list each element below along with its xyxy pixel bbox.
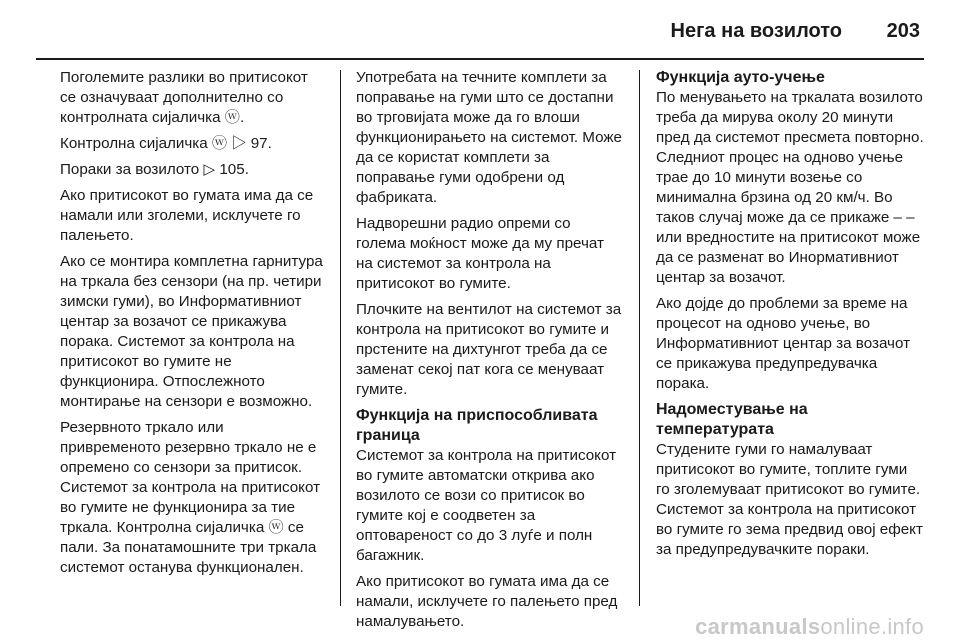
paragraph: По менувањето на тркалата возилото треба да мирува околу 20 минути пред да системот пресмета повторно. Следниот процес на одново учење трае до 10 минути возење со минимална брзина од 20 км/ч. Во таков случај може да се прикаже – – или вредностите на притисокот може да се разменат во Инормативниот центар за возачот. <box>656 89 924 286</box>
page-header <box>0 0 960 60</box>
section-heading: Надоместување на температурата <box>656 401 808 438</box>
header-rule <box>36 58 924 60</box>
paragraph: Поголемите разлики во притисокот се означуваат дополнително со контролната сијаличка ⓦ. <box>60 69 308 126</box>
paragraph: Ако се монтира комплетна гарнитура на тркала без сензори (на пр. четири зимски гуми), во Информативниот центар за возачот се прикажува порака. Системот за контрола на притисокот во гумите не функционира. Отпослежното монтирање на сензори е возможно. <box>60 253 323 410</box>
column-1 <box>60 68 328 584</box>
paragraph: Ако дојде до проблеми за време на процесот на одново учење, во Информативниот центар за возачот се прикажува предупредувачка порака. <box>656 295 911 392</box>
section-heading: Функција на приспособливата граница <box>356 407 598 444</box>
paragraph: Надворешни радио опреми со голема моќност може да му пречат на системот за контрола на притисокот во гумите. <box>356 215 604 292</box>
paragraph: Употребата на течните комплети за поправање на гуми што се достапни во трговијата може да го влоши функционирањето на системот. Може да се користат комплети за поправање гуми одобрени од фабриката. <box>356 69 623 206</box>
paragraph: Системот за контрола на притисокот во гумите автоматски открива ако возилото се вози со притисок во гумите кој е соодветен за оптовареност со до 3 луѓе и полн багажник. <box>356 447 617 564</box>
paragraph: Ако притисокот во гумата има да се намали, исклучете го палењето пред намалувањето. <box>356 573 618 630</box>
paragraph: Пораки за возилото ▷ 105. <box>60 161 249 178</box>
column-separator <box>340 70 341 606</box>
column-3 <box>656 68 924 566</box>
column-2 <box>356 68 624 638</box>
watermark: carmanualsonline.info <box>695 614 924 639</box>
paragraph: Контролна сијаличка ⓦ ▷ 97. <box>60 135 272 152</box>
section-title: Нега на возилото <box>670 20 842 42</box>
page-number: 203 <box>886 20 920 42</box>
paragraph: Ако притисокот во гумата има да се намали или зголеми, исклучете го палењето. <box>60 187 314 244</box>
section-heading: Функција ауто-учење <box>656 69 825 86</box>
paragraph: Плочките на вентилот на системот за контрола на притисокот во гумите и прстените на дихтунгот треба да се заменат секој пат кога се менуваат гумите. <box>356 301 622 398</box>
paragraph: Студените гуми го намалуваат притисокот во гумите, топлите гуми го зголемуваат притисокот во гумите. Системот за контрола на притисокот во гумите го зема предвид овој ефект за предупредувачките пораки. <box>656 441 923 558</box>
column-separator <box>639 70 640 606</box>
paragraph: Резервното тркало или привременото резервно тркало не е опремено со сензори за притисок. Системот за контрола на притисокот во гумите не функционира за тие тркала. Контролна сијаличка ⓦ се пали. За понатамошните три тркала системот останува функционален. <box>60 419 321 576</box>
